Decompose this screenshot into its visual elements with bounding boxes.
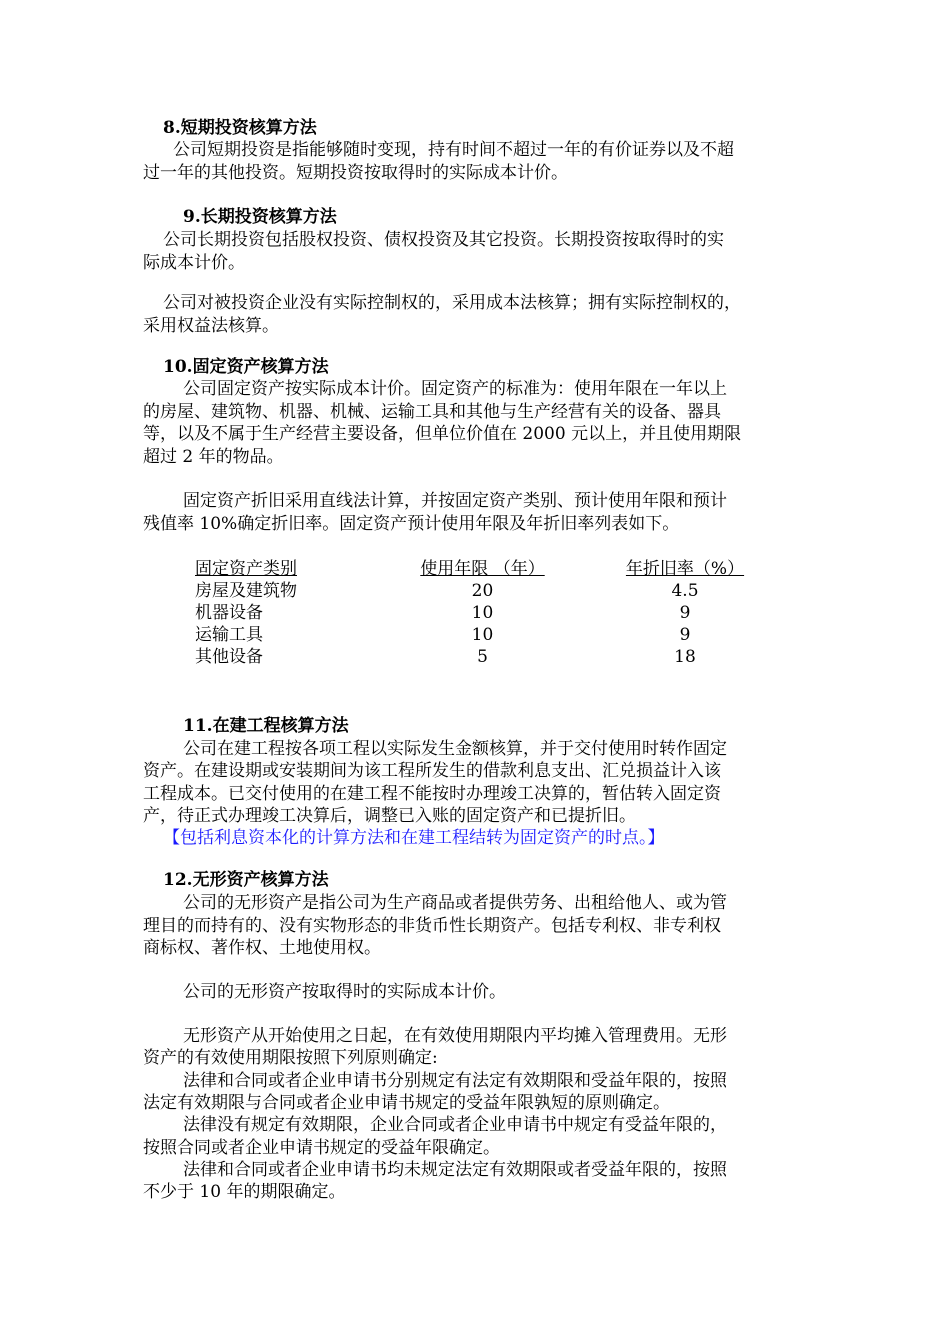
paragraph-line: 工程成本。已交付使用的在建工程不能按时办理竣工决算的，暂估转入固定资 [143, 784, 721, 804]
section-11-heading: 11.在建工程核算方法 [183, 716, 349, 736]
paragraph-line: 无形资产从开始使用之日起，在有效使用期限内平均摊入管理费用。无形 [183, 1026, 727, 1046]
section-8-heading: 8.短期投资核算方法 [163, 118, 317, 138]
paragraph-line: 按照合同或者企业申请书规定的受益年限确定。 [143, 1138, 500, 1158]
table-cell: 其他设备 [195, 647, 263, 667]
paragraph-line: 公司的无形资产按取得时的实际成本计价。 [183, 982, 506, 1002]
paragraph-line: 资产的有效使用期限按照下列原则确定: [143, 1048, 438, 1068]
table-cell: 10 [471, 603, 494, 623]
table-cell: 9 [679, 603, 691, 623]
paragraph-line: 法律没有规定有效期限，企业合同或者企业申请书中规定有受益年限的， [183, 1115, 727, 1135]
table-cell: 机器设备 [195, 603, 263, 623]
paragraph-line: 公司的无形资产是指公司为生产商品或者提供劳务、出租给他人、或为管 [183, 893, 727, 913]
paragraph-line: 资产。在建设期或安装期间为该工程所发生的借款利息支出、汇兑损益计入该 [143, 761, 721, 781]
section-9-heading: 9.长期投资核算方法 [183, 207, 337, 227]
table-header-row [195, 558, 785, 580]
paragraph-line: 际成本计价。 [143, 253, 245, 273]
table-cell: 18 [674, 647, 696, 667]
paragraph-line: 残值率 10%确定折旧率。固定资产预计使用年限及年折旧率列表如下。 [143, 514, 680, 534]
paragraph-line: 商标权、著作权、土地使用权。 [143, 938, 381, 958]
table-row [195, 602, 785, 624]
paragraph-line: 采用权益法核算。 [143, 316, 279, 336]
paragraph-line: 公司固定资产按实际成本计价。固定资产的标准为：使用年限在一年以上 [183, 379, 727, 399]
paragraph-line: 等，以及不属于生产经营主要设备，但单位价值在 2000 元以上，并且使用期限 [143, 424, 742, 444]
column-header: 使用年限 （年） [420, 559, 545, 579]
paragraph-line: 产，待正式办理竣工决算后，调整已入账的固定资产和已提折旧。 [143, 806, 636, 826]
section-10-heading: 10.固定资产核算方法 [163, 357, 329, 377]
editor-note: 【包括利息资本化的计算方法和在建工程结转为固定资产的时点。】 [163, 828, 665, 848]
table-cell: 10 [471, 625, 494, 645]
table-row [195, 580, 785, 602]
table-cell: 20 [471, 581, 494, 601]
paragraph-line: 法律和合同或者企业申请书分别规定有法定有效期限和受益年限的，按照 [183, 1071, 727, 1091]
paragraph-line: 公司短期投资是指能够随时变现，持有时间不超过一年的有价证券以及不超 [173, 140, 734, 160]
paragraph-line: 法律和合同或者企业申请书均未规定法定有效期限或者受益年限的，按照 [183, 1160, 727, 1180]
table-cell: 运输工具 [195, 625, 263, 645]
paragraph-line: 公司对被投资企业没有实际控制权的，采用成本法核算；拥有实际控制权的， [163, 293, 741, 313]
paragraph-line: 公司在建工程按各项工程以实际发生金额核算，并于交付使用时转作固定 [183, 739, 727, 759]
table-cell: 9 [679, 625, 691, 645]
column-header: 固定资产类别 [195, 559, 297, 579]
paragraph-line: 固定资产折旧采用直线法计算，并按固定资产类别、预计使用年限和预计 [183, 491, 727, 511]
table-row [195, 646, 785, 668]
table-cell: 5 [477, 647, 488, 667]
column-header: 年折旧率（%） [625, 559, 745, 579]
paragraph-line: 的房屋、建筑物、机器、机械、运输工具和其他与生产经营有关的设备、器具 [143, 402, 721, 422]
paragraph-line: 公司长期投资包括股权投资、债权投资及其它投资。长期投资按取得时的实 [163, 230, 724, 250]
paragraph-line: 理目的而持有的、没有实物形态的非货币性长期资产。包括专利权、非专利权 [143, 916, 721, 936]
depreciation-table [195, 558, 785, 668]
table-cell: 4.5 [671, 581, 699, 601]
section-12-heading: 12.无形资产核算方法 [163, 870, 329, 890]
paragraph-line: 法定有效期限与合同或者企业申请书规定的受益年限孰短的原则确定。 [143, 1093, 670, 1113]
paragraph-line: 过一年的其他投资。短期投资按取得时的实际成本计价。 [143, 163, 568, 183]
paragraph-line: 超过 2 年的物品。 [143, 447, 284, 467]
table-cell: 房屋及建筑物 [195, 581, 297, 601]
table-row [195, 624, 785, 646]
paragraph-line: 不少于 10 年的期限确定。 [143, 1182, 346, 1202]
